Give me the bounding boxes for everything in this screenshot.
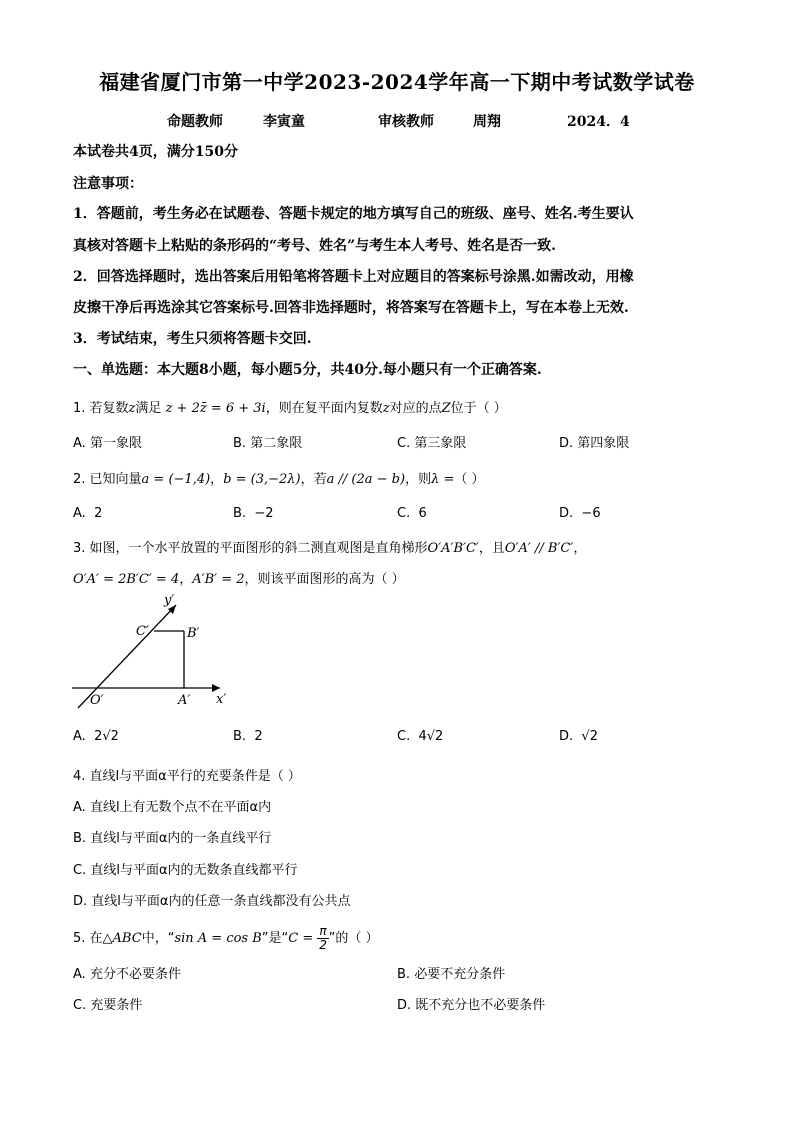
question-3-option-a: A. 2√2 [73,729,119,744]
question-3-stem-line2: O′A′ = 2B′C′ = 4，A′B′ = 2，则该平面图形的高为（ ） [73,572,405,587]
question-2-option-d: D. −6 [559,506,601,521]
question-3-option-b: B. 2 [233,729,263,744]
question-5-option-c: C. 充要条件 [73,998,143,1013]
question-1-stem: 1. 若复数z满足 z + 2z̄ = 6 + 3i，则在复平面内复数z对应的点Z位于（ ） [73,401,507,416]
section-1-heading: 一、单选题：本大题8小题，每小题5分，共40分.每小题只有一个正确答案. [73,362,542,378]
reviewer-label: 审核教师 [378,114,434,130]
question-2-option-b: B. −2 [233,506,274,521]
question-1-option-c: C. 第三象限 [397,436,467,451]
question-5-option-d: D. 既不充分也不必要条件 [397,998,546,1013]
reviewer-name: 周翔 [473,114,501,130]
question-3-option-d: D. √2 [559,729,598,744]
label-y: y′ [164,593,175,608]
question-3-option-c: C. 4√2 [397,729,444,744]
label-a: A′ [178,693,191,708]
question-1-option-d: D. 第四象限 [559,436,630,451]
exam-summary: 本试卷共4页，满分150分 [73,144,238,160]
note-1-line1: 1．答题前，考生务必在试题卷、答题卡规定的地方填写自己的班级、座号、姓名.考生要认 [73,206,634,222]
author-name: 李寅童 [263,114,305,130]
question-5-option-a: A. 充分不必要条件 [73,967,181,982]
question-4-option-c: C. 直线l与平面α内的无数条直线都平行 [73,863,298,878]
note-3: 3．考试结束，考生只须将答题卡交回. [73,331,312,347]
author-label: 命题教师 [167,114,223,130]
question-2-option-c: C. 6 [397,506,427,521]
question-4-stem: 4. 直线l与平面α平行的充要条件是（ ） [73,769,301,784]
question-1-option-b: B. 第二象限 [233,436,303,451]
exam-date: 2024．4 [567,114,630,130]
label-o: O′ [90,693,104,708]
label-x: x′ [216,692,227,707]
notes-heading: 注意事项： [73,176,143,192]
question-3-stem-line1: 3. 如图，一个水平放置的平面图形的斜二测直观图是直角梯形O′A′B′C′，且O′A′ // B′C′， [73,541,587,556]
trapezoid-figure [70,593,240,713]
question-5-option-b: B. 必要不充分条件 [397,967,506,982]
exam-title: 福建省厦门市第一中学2023-2024学年高一下期中考试数学试卷 [99,70,695,94]
question-1-option-a: A. 第一象限 [73,436,142,451]
question-4-option-d: D. 直线l与平面α内的任意一条直线都没有公共点 [73,894,351,909]
x-axis-arrow [212,684,220,692]
question-4-option-a: A. 直线l上有无数个点不在平面α内 [73,800,272,815]
question-2-stem: 2. 已知向量a = (−1,4)，b = (3,−2λ)，若a // (2a − b)，则λ =（ ） [73,472,485,487]
question-4-option-b: B. 直线l与平面α内的一条直线平行 [73,831,272,846]
pi-over-two-fraction: $\frac{\pi}{2}$ [319,924,327,952]
question-2-option-a: A. 2 [73,506,103,521]
label-b: B′ [187,626,200,641]
note-1-line2: 真核对答题卡上粘贴的条形码的“考号、姓名”与考生本人考号、姓名是否一致. [73,238,556,254]
label-c: C′ [136,624,149,639]
question-5-stem: 5. 在△ABC中，“sin A = cos B”是“C = $\frac{\pi}{2}$ ”的（ ） [73,924,379,952]
note-2-line2: 皮擦干净后再选涂其它答案标号.回答非选择题时，将答案写在答题卡上，写在本卷上无效. [73,300,629,316]
note-2-line1: 2．回答选择题时，选出答案后用铅笔将答题卡上对应题目的答案标号涂黑.如需改动，用橡 [73,269,634,285]
